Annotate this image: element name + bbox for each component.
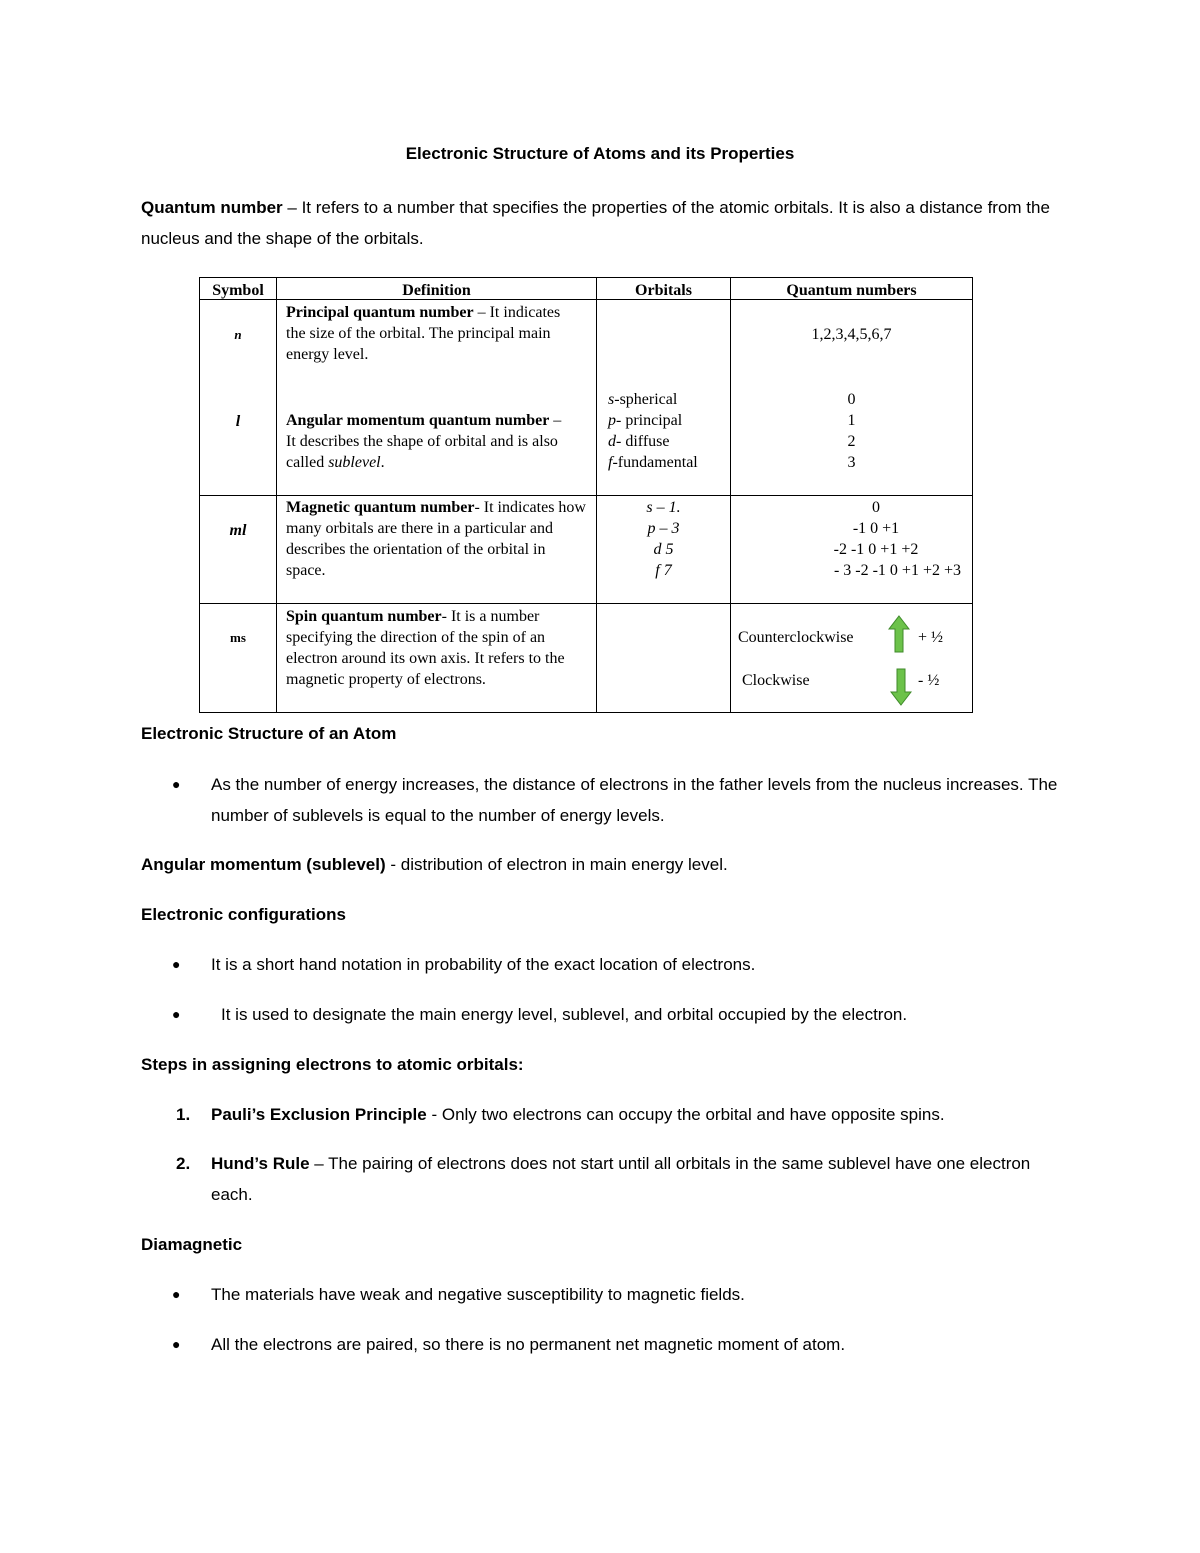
down-arrow-icon — [890, 668, 912, 706]
symbol-n: n — [234, 327, 242, 342]
bullet-icon: ● — [172, 1006, 181, 1022]
symbol-ms: ms — [230, 630, 246, 645]
heading-electronic-configurations: Electronic configurations — [141, 905, 346, 924]
orbitals-l: s-spherical p- principal d- diffuse f-fundamental — [608, 391, 698, 471]
up-arrow-icon — [888, 615, 910, 653]
spin-clockwise-label: Clockwise — [742, 672, 810, 689]
page-title: Electronic Structure of Atoms and its Properties — [405, 144, 795, 163]
quantum-number-paragraph — [141, 192, 1061, 254]
bullet-icon: ● — [172, 776, 181, 792]
heading-electronic-structure: Electronic Structure of an Atom — [141, 724, 397, 743]
header-definition: Definition — [402, 282, 471, 299]
list-item: It is used to designate the main energy level, sublevel, and orbital occupied by the electron. — [221, 1005, 908, 1024]
heading-steps: Steps in assigning electrons to atomic orbitals: — [141, 1055, 524, 1074]
quantum-number-term: Quantum number — [141, 198, 283, 217]
bullet-icon: ● — [172, 1336, 181, 1352]
definition-principal: Principal quantum number – It indicates the size of the orbital. The principal main energy level. — [286, 304, 561, 363]
header-symbol: Symbol — [212, 282, 264, 299]
step-item-pauli: Pauli’s Exclusion Principle - Only two electrons can occupy the orbital and have opposite spins. — [211, 1105, 945, 1124]
list-item: The materials have weak and negative susceptibility to magnetic fields. — [211, 1285, 745, 1304]
list-item: All the electrons are paired, so there is no permanent net magnetic moment of atom. — [211, 1335, 846, 1354]
bullet-icon: ● — [172, 956, 181, 972]
spin-clockwise-value: - ½ — [918, 672, 940, 689]
header-quantum-numbers: Quantum numbers — [786, 282, 917, 299]
definition-angular: Angular momentum quantum number – It describes the shape of orbital and is also called sublevel. — [286, 412, 562, 471]
bullet-icon: ● — [172, 1286, 181, 1302]
quantum-numbers-n: 1,2,3,4,5,6,7 — [811, 326, 892, 343]
symbol-ml: ml — [229, 522, 247, 539]
definition-magnetic: Magnetic quantum number- It indicates how many orbitals are there in a particular and describes the orientation of the orbital in space. — [286, 499, 586, 579]
step-number: 1. — [176, 1105, 191, 1124]
list-item: As the number of energy increases, the distance of electrons in the father levels from the nucleus increases. The number of sublevels is equal to the number of energy levels. — [211, 775, 1058, 825]
header-orbitals: Orbitals — [635, 282, 692, 299]
spin-counterclockwise-value: + ½ — [918, 629, 944, 646]
step-number: 2. — [176, 1154, 191, 1173]
list-item: It is a short hand notation in probability of the exact location of electrons. — [211, 955, 756, 974]
spin-counterclockwise-label: Counterclockwise — [738, 629, 854, 646]
quantum-numbers-l: 0 1 2 3 — [847, 391, 856, 471]
quantum-numbers-ml: 0 -1 0 +1 -2 -1 0 +1 +2 - 3 -2 -1 0 +1 +2 +3 — [833, 499, 961, 579]
quantum-numbers-table — [199, 277, 973, 713]
definition-spin: Spin quantum number- It is a number specifying the direction of the spin of an electron around its own axis. It refers to the magnetic property of electrons. — [286, 608, 565, 688]
symbol-l: l — [235, 413, 241, 430]
angular-momentum-paragraph: Angular momentum (sublevel) - distribution of electron in main energy level. — [141, 855, 728, 874]
heading-diamagnetic: Diamagnetic — [141, 1235, 243, 1254]
quantum-number-text: – It refers to a number that specifies the properties of the atomic orbitals. It is also a distance from the nucleus and the shape of the orbitals. — [141, 198, 1050, 248]
orbitals-ml: s – 1. p – 3 d 5 f 7 — [646, 499, 681, 579]
step-item-hund: Hund’s Rule – The pairing of electrons does not start until all orbitals in the same sublevel have one electron each. — [211, 1154, 1031, 1204]
